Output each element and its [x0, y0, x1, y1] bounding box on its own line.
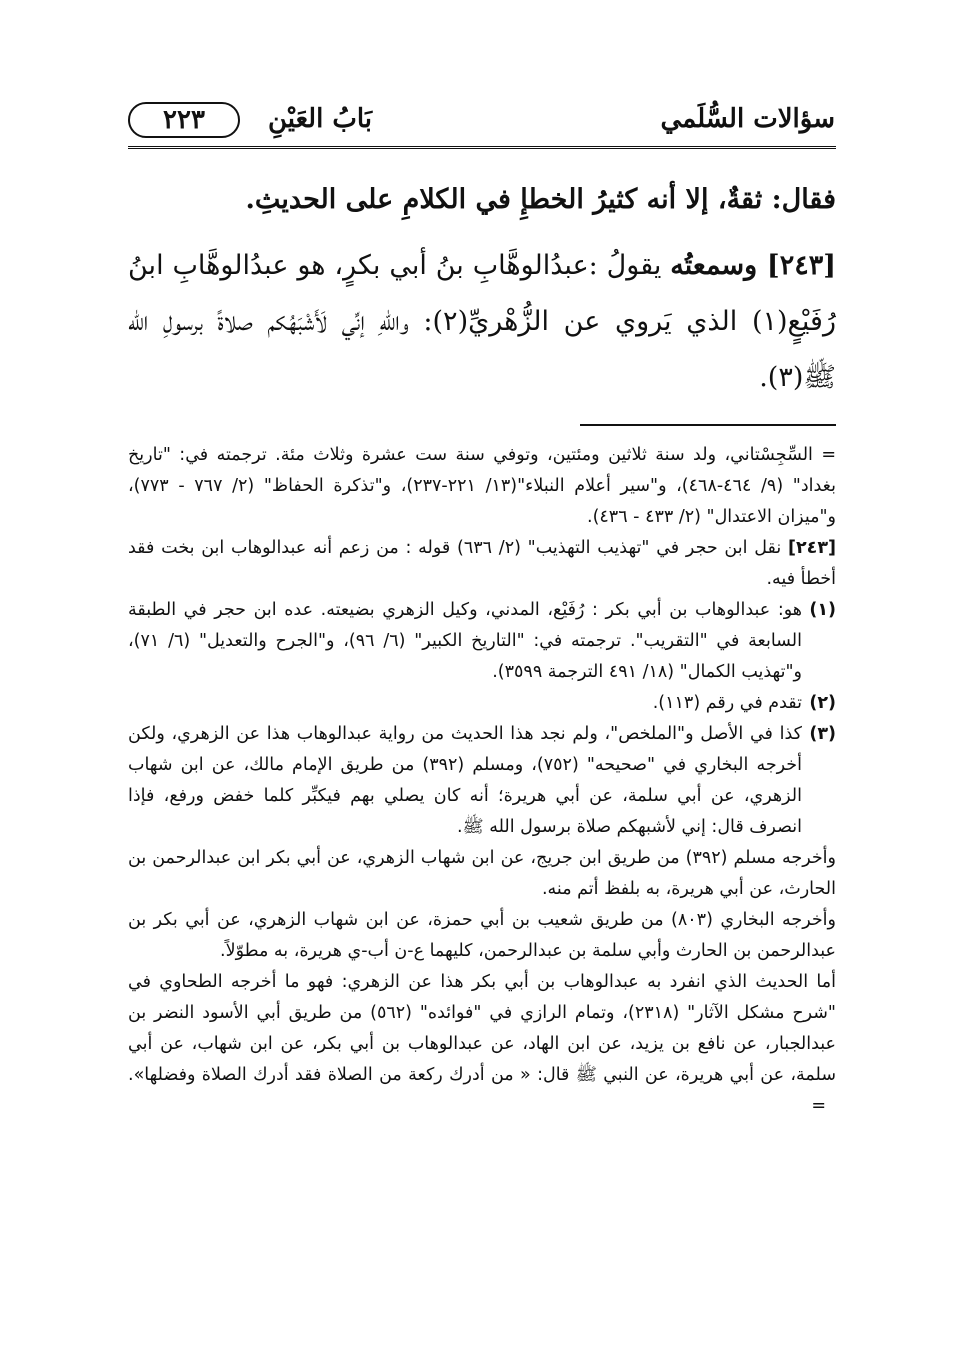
main-paragraph-1-text: فقال: ثقةٌ، إلا أنه كثيرُ الخطإِ في الكلامِ على الحديثِ. — [245, 184, 836, 215]
footnote-ref-243 — [128, 533, 836, 595]
footnote-continuation-text: = السِّجِسْتاني، ولد سنة ثلاثين ومئتين، وتوفي سنة ست عشرة وثلاث مئة. ترجمته في: "تاريخ بغداد" (٩/ ٤٦٤-٤٦٨)، و"سير أعلام النبلاء"(١٣/ ٢٢١-٢٣٧)، و"تذكرة الحفاظ" (٢/ ٧٦٧ - ٧٧٣)، و"ميزان الاعتدال" (٢/ ٤٣٣ - ٤٣٦). — [128, 445, 836, 527]
footnote-2-number: (٢) — [809, 693, 836, 713]
footnote-1 — [128, 595, 836, 688]
page-number-badge: ٢٢٣ — [128, 102, 240, 138]
footnote-1-text: هو: عبدالوهاب بن أبي بكر : رُفَيْع، المدني، وكيل الزهري بضيعته. عده ابن حجر في الطبقة السابعة في "التقريب". ترجمته في: "التاريخ الكبير" (٦/ ٩٦)، و"الجرح والتعديل" (٦/ ٧١)، و"تهذيب الكمال" (١٨/ ٤٩١ الترجمة ٣٥٩٩). — [128, 600, 802, 682]
main-paragraph-1 — [128, 172, 836, 228]
continuation-mark: = — [811, 1096, 826, 1116]
footnote-3-paragraph-b-text: وأخرجه البخاري (٨٠٣) من طريق شعيب بن أبي حمزة، عن ابن شهاب الزهري، عن أبي بكر بن عبدالرحمن بن الحارث وأبي سلمة بن عبدالرحمن، كليهما ع-ن أب-ي هريرة، به مطوّلاً. — [128, 910, 836, 961]
header-divider — [128, 146, 836, 149]
footnote-3-paragraph-a-text: وأخرجه مسلم (٣٩٢) من طريق ابن جريج، عن ابن شهاب الزهري، عن أبي بكر ابن عبدالرحمن بن الحارث، عن أبي هريرة، به بلفظ أتم منه. — [128, 848, 836, 899]
chapter-title: بَابُ العَيْنِ — [268, 104, 373, 134]
footnote-1-number: (١) — [809, 600, 836, 620]
footnote-3-paragraph-b — [128, 905, 836, 967]
footnote-3-paragraph-c-text: أما الحديث الذي انفرد به عبدالوهاب بن أبي بكر هذا عن الزهري: فهو ما أخرجه الطحاوي في "شرح مشكل الآثار" (٢٣١٨)، وتمام الرازي في "فوائده" (٥٦٢) من طريق أبي الأسود النضر بن عبدالجبار، عن نافع بن يزيد، عن ابن الهاد، عن عبدالوهاب بن أبي بكر، عن ابن شهاب، عن أبي سلمة، عن أبي هريرة، عن النبي ﷺ قال: « من أدرك ركعة من الصلاة فقد أدرك الصلاة وفضلها». — [128, 972, 836, 1085]
footnote-3-number: (٣) — [809, 724, 836, 744]
footnote-2 — [128, 688, 836, 719]
main-text — [128, 172, 836, 406]
footnotes-section — [128, 440, 836, 1122]
main-paragraph-2 — [128, 238, 836, 406]
footnote-continuation — [128, 440, 836, 533]
footnote-3 — [128, 719, 836, 843]
footnote-3-paragraph-a — [128, 843, 836, 905]
footnote-3-paragraph-c — [128, 967, 836, 1122]
footnote-divider — [580, 424, 836, 426]
book-title: سؤالات السُّلَمي — [660, 104, 835, 134]
footnote-ref-243-text: نقل ابن حجر في "تهذيب التهذيب" (٢/ ٦٣٦) قوله : من زعم أنه عبدالوهاب ابن بخت فقد أخطأ فيه. — [128, 538, 836, 589]
main-paragraph-2-text: يقولُ :عبدُالوهَّابِ بنُ أبي بكرٍ، هو عبدُالوهَّابِ ابنُ رُفَيْعٍ(١) الذي يَروي عن الزُّهْريِّ(٢): واللهِ إنِّي لَأَشْبَهُكم صلاةً برسولِ الله ﷺ(٣). — [128, 250, 836, 393]
footnote-2-text: تقدم في رقم (١١٣). — [652, 693, 802, 713]
page-header — [128, 98, 835, 146]
footnote-3-text: كذا في الأصل و"الملخص"، ولم نجد هذا الحديث من رواية عبدالوهاب هذا عن الزهري، ولكن أخرجه البخاري في "صحيحه" (٧٥٢)، ومسلم (٣٩٢) من طريق الإمام مالك، عن ابن شهاب الزهري، عن أبي سلمة، عن أبي هريرة؛ أنه كان يصلي بهم فيكبِّر كلما خفض ورفع، فإذا انصرف قال: إني لأشبهكم صلاة برسول الله ﷺ. — [128, 724, 802, 837]
footnote-ref-243-number: [٢٤٣] — [787, 538, 836, 558]
entry-number-243: [٢٤٣] وسمعتُه — [670, 250, 836, 281]
